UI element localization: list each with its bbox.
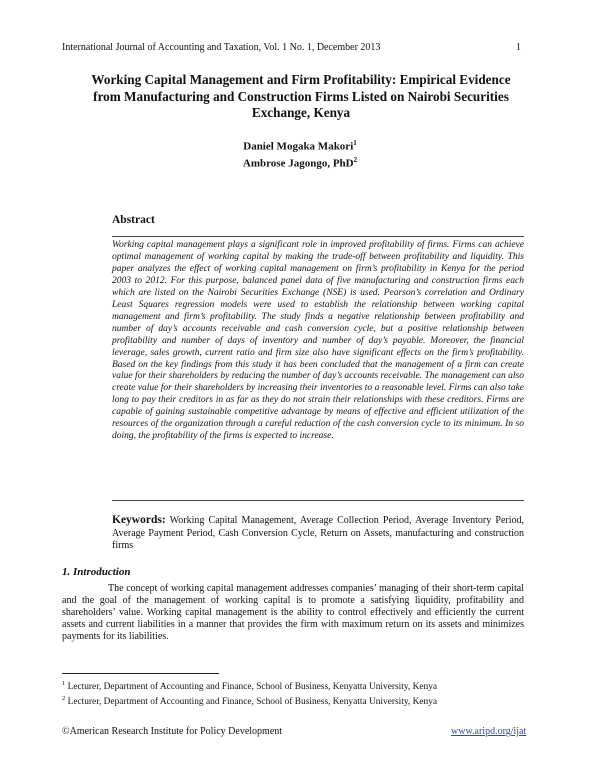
footnote-2	[62, 695, 532, 707]
abstract-bottom-rule	[112, 500, 524, 501]
keywords-label: Keywords:	[112, 514, 166, 526]
footnote-2-text: Lecturer, Department of Accounting and Finance, School of Business, Kenyatta University, Kenya	[67, 697, 438, 708]
footnote-2-mark: 2	[62, 695, 66, 702]
abstract-top-rule	[112, 236, 524, 237]
abstract-heading: Abstract	[112, 214, 155, 226]
author-2	[0, 156, 600, 170]
footnote-1	[62, 680, 532, 692]
author-1-footnote-mark[interactable]: 1	[353, 139, 357, 147]
footnote-1-mark: 1	[62, 680, 66, 687]
footer-publisher: ©American Research Institute for Policy Development	[62, 726, 283, 737]
author-1-name: Daniel Mogaka Makori	[243, 140, 354, 153]
running-head: International Journal of Accounting and Taxation, Vol. 1 No. 1, December 2013	[62, 42, 381, 53]
footnote-1-text: Lecturer, Department of Accounting and Finance, School of Business, Kenyatta University, Kenya	[67, 682, 438, 693]
author-1	[0, 139, 600, 153]
footer-url-link[interactable]: www.aripd.org/ijat	[451, 726, 527, 737]
paper-title: Working Capital Management and Firm Profitability: Empirical Evidence from Manufacturing and Construction Firms Listed on Nairobi Securities Exchange, Kenya	[91, 72, 511, 121]
keywords-text: Working Capital Management, Average Collection Period, Average Inventory Period, Average Payment Period, Cash Conversion Cycle, Return on Assets, manufacturing and construction firms	[112, 515, 524, 551]
abstract-text: Working capital management plays a significant role in improved profitability of firms. Firms can achieve optimal management of working capital by making the trade-off between profitability and liquidity. This paper analyzes the effect of working capital management on firm’s profitability in Kenya for the period 2003 to 2012. For this purpose, balanced panel data of five manufacturing and construction firms each which are listed on the Nairobi Securities Exchange (NSE) is used. Pearson’s correlation and Ordinary Least Squares regression models were used to establish the relationship between working capital management and firm’s profitability. The study finds a negative relationship between profitability and number of day’s accounts receivable and cash conversion cycle, but a positive relationship between profitability and number of days of inventory and number of day’s payable. Moreover, the financial leverage, sales growth, current ratio and firm size also have significant effects on the firm’s profitability. Based on the key findings from this study it has been concluded that the management of a firm can create value for their shareholders by reducing the number of day’s accounts receivable. The management can also create value for their shareholders by increasing their inventories to a reasonable level. Firms can also take long to pay their creditors in as far as they do not strain their relationships with these creditors. Firms are capable of gaining sustainable competitive advantage by means of effective and efficient utilization of the resources of the organization through a careful reduction of the cash conversion cycle to its minimum. In so doing, the profitability of the firms is expected to increase.	[112, 240, 524, 442]
keywords	[112, 514, 524, 553]
introduction-paragraph: The concept of working capital management addresses companies’ managing of their short-term capital and the goal of the management of working capital is to promote a satisfying liquidity, profitability and shareholders’ value. Working capital management is the ability to control effectively and efficiently the current assets and current liabilities in a manner that provides the firm with maximum return on its assets and minimizes payments for its liabilities.	[62, 583, 524, 643]
page-number: 1	[516, 42, 521, 53]
author-2-name: Ambrose Jagongo, PhD	[242, 157, 354, 170]
section-heading-introduction: 1. Introduction	[62, 566, 131, 578]
footnote-separator	[62, 673, 219, 674]
author-2-footnote-mark[interactable]: 2	[353, 156, 358, 164]
